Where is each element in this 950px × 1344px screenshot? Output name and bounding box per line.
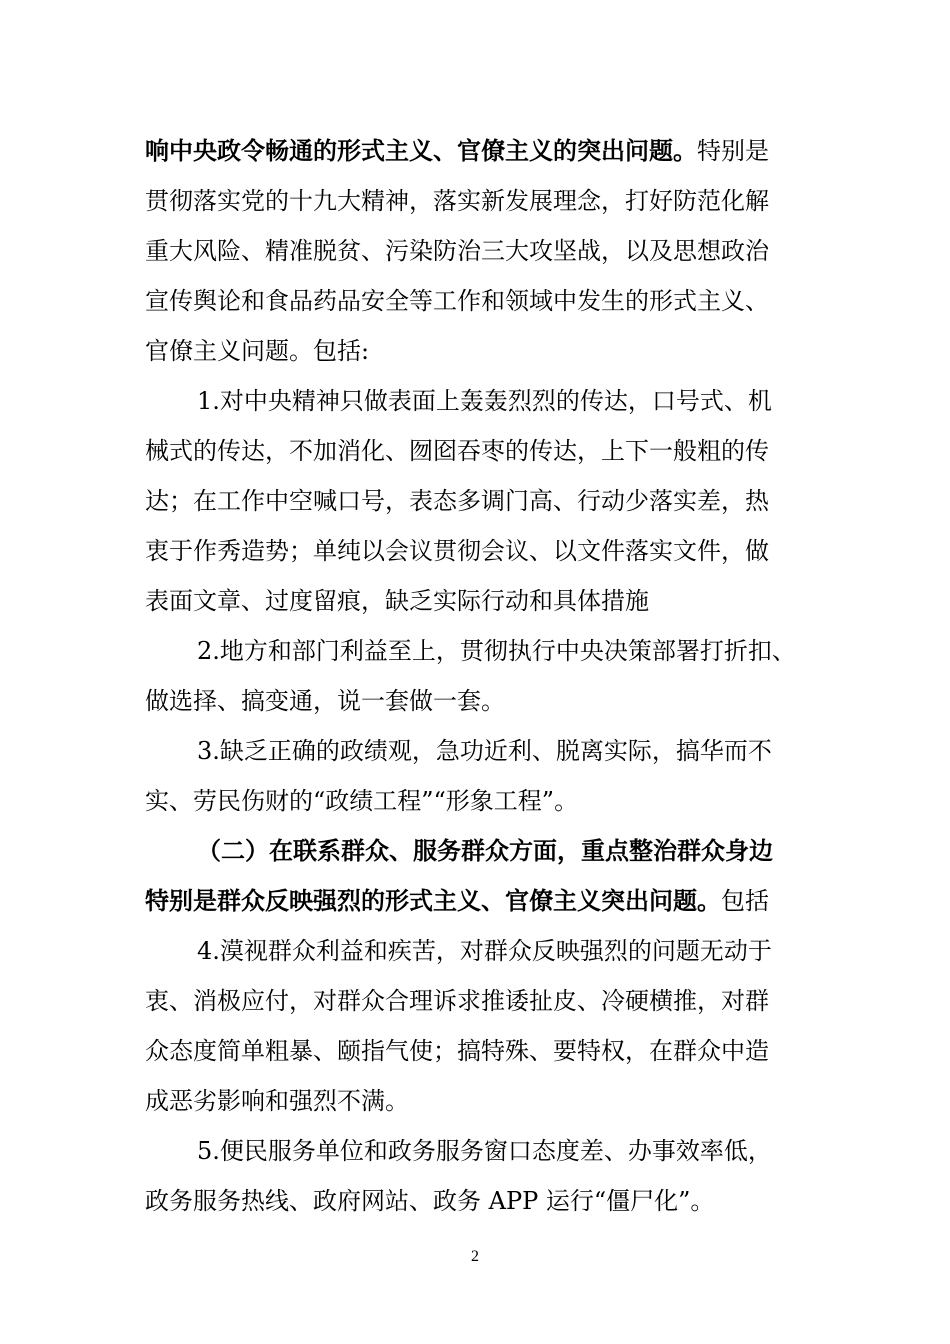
item-5-line-1 xyxy=(145,1126,810,1176)
item-1-line-1 xyxy=(145,376,810,426)
body-text xyxy=(145,126,810,1226)
regular-text: 衷于作秀造势；单纯以会议贯彻会议、以文件落实文件，做 xyxy=(145,537,769,565)
item-4-line-3 xyxy=(145,1026,810,1076)
regular-text: 众态度简单粗暴、颐指气使；搞特殊、要特权，在群众中造 xyxy=(145,1037,769,1065)
regular-text: 特别是 xyxy=(697,137,769,165)
item-4-line-4 xyxy=(145,1076,810,1126)
item-3-line-2 xyxy=(145,776,810,826)
regular-text: 衷、消极应付，对群众合理诉求推诿扯皮、冷硬横推，对群 xyxy=(145,987,769,1015)
regular-text: 宣传舆论和食品药品安全等工作和领域中发生的形式主义、 xyxy=(145,287,769,315)
text-line-2 xyxy=(145,176,810,226)
regular-text: 械式的传达，不加消化、囫囵吞枣的传达，上下一般粗的传 xyxy=(145,437,769,465)
section-heading-line-1 xyxy=(145,826,810,876)
item-4-line-2 xyxy=(145,976,810,1026)
regular-text: 达；在工作中空喊口号，表态多调门高、行动少落实差，热 xyxy=(145,487,769,515)
item-5-line-2 xyxy=(145,1176,810,1226)
regular-text: 5.便民服务单位和政务服务窗口态度差、办事效率低， xyxy=(197,1137,772,1165)
regular-text: 表面文章、过度留痕，缺乏实际行动和具体措施 xyxy=(145,587,649,615)
regular-text: 1.对中央精神只做表面上轰轰烈烈的传达，口号式、机 xyxy=(197,387,772,415)
item-1-line-3 xyxy=(145,476,810,526)
page-number: 2 xyxy=(471,1248,479,1265)
text-line-5 xyxy=(145,326,810,376)
item-2-line-1 xyxy=(145,626,810,676)
text-line-3 xyxy=(145,226,810,276)
regular-text: 3.缺乏正确的政绩观，急功近利、脱离实际，搞华而不 xyxy=(197,737,772,765)
section-heading-line-2 xyxy=(145,876,810,926)
item-1-line-2 xyxy=(145,426,810,476)
regular-text: 贯彻落实党的十九大精神，落实新发展理念，打好防范化解 xyxy=(145,187,769,215)
regular-text: 2.地方和部门利益至上，贯彻执行中央决策部署打折扣、 xyxy=(197,637,796,665)
regular-text: 包括 xyxy=(721,887,769,915)
regular-text: 做选择、搞变通，说一套做一套。 xyxy=(145,687,505,715)
bold-text: 响中央政令畅通的形式主义、官僚主义的突出问题。 xyxy=(145,136,697,165)
text-line-1 xyxy=(145,126,810,176)
item-3-line-1 xyxy=(145,726,810,776)
regular-text: 4.漠视群众利益和疾苦，对群众反映强烈的问题无动于 xyxy=(197,937,772,965)
text-line-4 xyxy=(145,276,810,326)
bold-text: （二）在联系群众、服务群众方面，重点整治群众身边 xyxy=(197,836,773,865)
item-2-line-2 xyxy=(145,676,810,726)
item-4-line-1 xyxy=(145,926,810,976)
regular-text: 政务服务热线、政府网站、政务 APP 运行“僵尸化”。 xyxy=(145,1187,715,1215)
regular-text: 实、劳民伤财的“政绩工程”“形象工程”。 xyxy=(145,787,579,815)
bold-text: 特别是群众反映强烈的形式主义、官僚主义突出问题。 xyxy=(145,886,721,915)
item-1-line-4 xyxy=(145,526,810,576)
item-1-line-5 xyxy=(145,576,810,626)
regular-text: 成恶劣影响和强烈不满。 xyxy=(145,1087,409,1115)
regular-text: 官僚主义问题。包括: xyxy=(145,337,370,365)
regular-text: 重大风险、精准脱贫、污染防治三大攻坚战，以及思想政治 xyxy=(145,237,769,265)
